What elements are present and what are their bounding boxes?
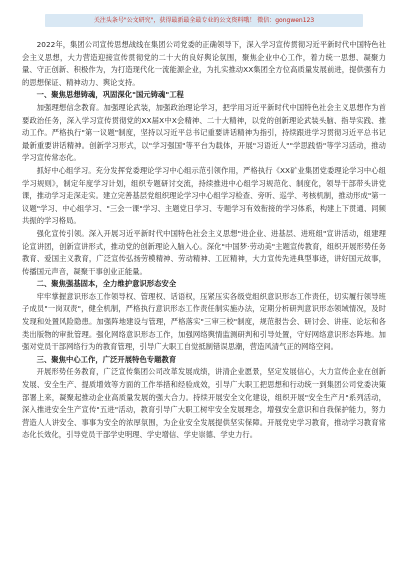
- section-1-paragraph-1: 加强理想信念教育。加强理论武装，加强政治理论学习，把学用习近平新时代中国特色社会主义思想作为首要政治任务，深入学习宣传贯彻党的XX届X中X会精神、二十大精神，以党的创新理论武装头脑、指导实践、推动工作。严格执行"第一议题"制度，坚持以习近平总书记重要讲话精神为指引，持续跟进学习贯彻习近平总书记最新重要讲话精神。创新学习形式，以"学习强国"等平台为载体，开展"习语近人""学思践悟"等学习活动，推动学习宣传常态化。: [22, 102, 386, 163]
- section-2-heading: 二、聚焦强基固本，全力维护意识形态安全: [36, 279, 177, 289]
- section-2-paragraph-1: 牢牢掌握意识形态工作领导权、管理权、话语权，压紧压实各级党组织意识形态工作责任，切实履行领导班子成员"一岗双责"，健全机制，严格执行意识形态工作责任制实施办法，定期分析研判意识形态领域情况，及时发现和处置风险隐患。加强阵地建设与管理，严格落实"三审三校"制度，规范报告会、研讨会、讲座、论坛和各类出版物的审批管理。强化网络意识形态工作，加强网络舆情监测研判和引导处置，守好网络意识形态阵地。加强对党员干部网络行为的教育管理，引导广大职工自觉抵制错误思潮，营造风清气正的网络空间。: [22, 291, 386, 352]
- intro-paragraph: 2022年，集团公司宣传思想战线在集团公司党委的正确领导下，深入学习宣传贯彻习近平新时代中国特色社会主义思想，大力营造迎接宣传贯彻党的二十大的良好舆论氛围，聚焦企业中心工作，着力统一思想、凝聚力量、守正创新、积极作为，为打造现代化一流能源企业，为扎实推动XX集团全方位高质量发展前进，提供强有力的思想保证、精神动力、舆论支持。: [22, 40, 386, 87]
- section-1-paragraph-3: 强化宣传引领。深入开展习近平新时代中国特色社会主义思想"进企业、进基层、进班组"宣讲活动，组建理论宣讲团，创新宣讲形式，推动党的创新理论入脑入心。深化"中国梦·劳动美"主题宣传教育，组织开展形势任务教育、爱国主义教育，广泛宣传弘扬劳模精神、劳动精神、工匠精神，大力宣传先进典型事迹，讲好国元故事，传播国元声音，凝聚干事创业正能量。: [22, 228, 386, 276]
- section-3-paragraph-1: 开展形势任务教育，广泛宣传集团公司改革发展成绩，讲清企业愿景，坚定发展信心，大力宣传企业在创新发展、安全生产、提质增效等方面的工作举措和经验成效，引导广大职工把思想和行动统一到集团公司党委决策部署上来，凝聚起推动企业高质量发展的强大合力。持续开展安全文化建设，组织开展"安全生产月"系列活动，深入推进安全生产宣传"五进"活动，教育引导广大职工树牢安全发展理念，增强安全意识和自我保护能力，努力营造人人讲安全、事事为安全的浓厚氛围，为企业安全发展提供坚实保障。开展党史学习教育，推动学习教育常态化长效化，引导党员干部学史明理、学史增信、学史崇德、学史力行。: [22, 367, 386, 440]
- document-body: [22, 39, 386, 442]
- section-1-heading: 一、聚焦思想铸魂，巩固深化"国元铸魂"工程: [36, 90, 184, 100]
- promo-banner: 关注头条号"公文研究"，获得最新最全最专业的公文资料哦！ 微信：gongwen123: [45, 14, 363, 27]
- section-1-paragraph-2: 抓好中心组学习。充分发挥党委理论学习中心组示范引领作用，严格执行《XX矿业集团党委理论学习中心组学习规则》，制定年度学习计划，组织专题研讨交流，持续推进中心组学习规范化、制度化，领导干部带头讲党课，推动学习走深走实。建立完善基层党组织理论学习中心组学习检查、旁听、巡学、考核机制，推动形成"第一议题"学习、中心组学习、"三会一课"学习、主题党日学习、专题学习有效衔接的学习体系，构建上下贯通、同频共振的学习格局。: [22, 165, 386, 226]
- section-3-heading: 三、聚焦中心工作，广泛开展特色专题教育: [36, 354, 177, 364]
